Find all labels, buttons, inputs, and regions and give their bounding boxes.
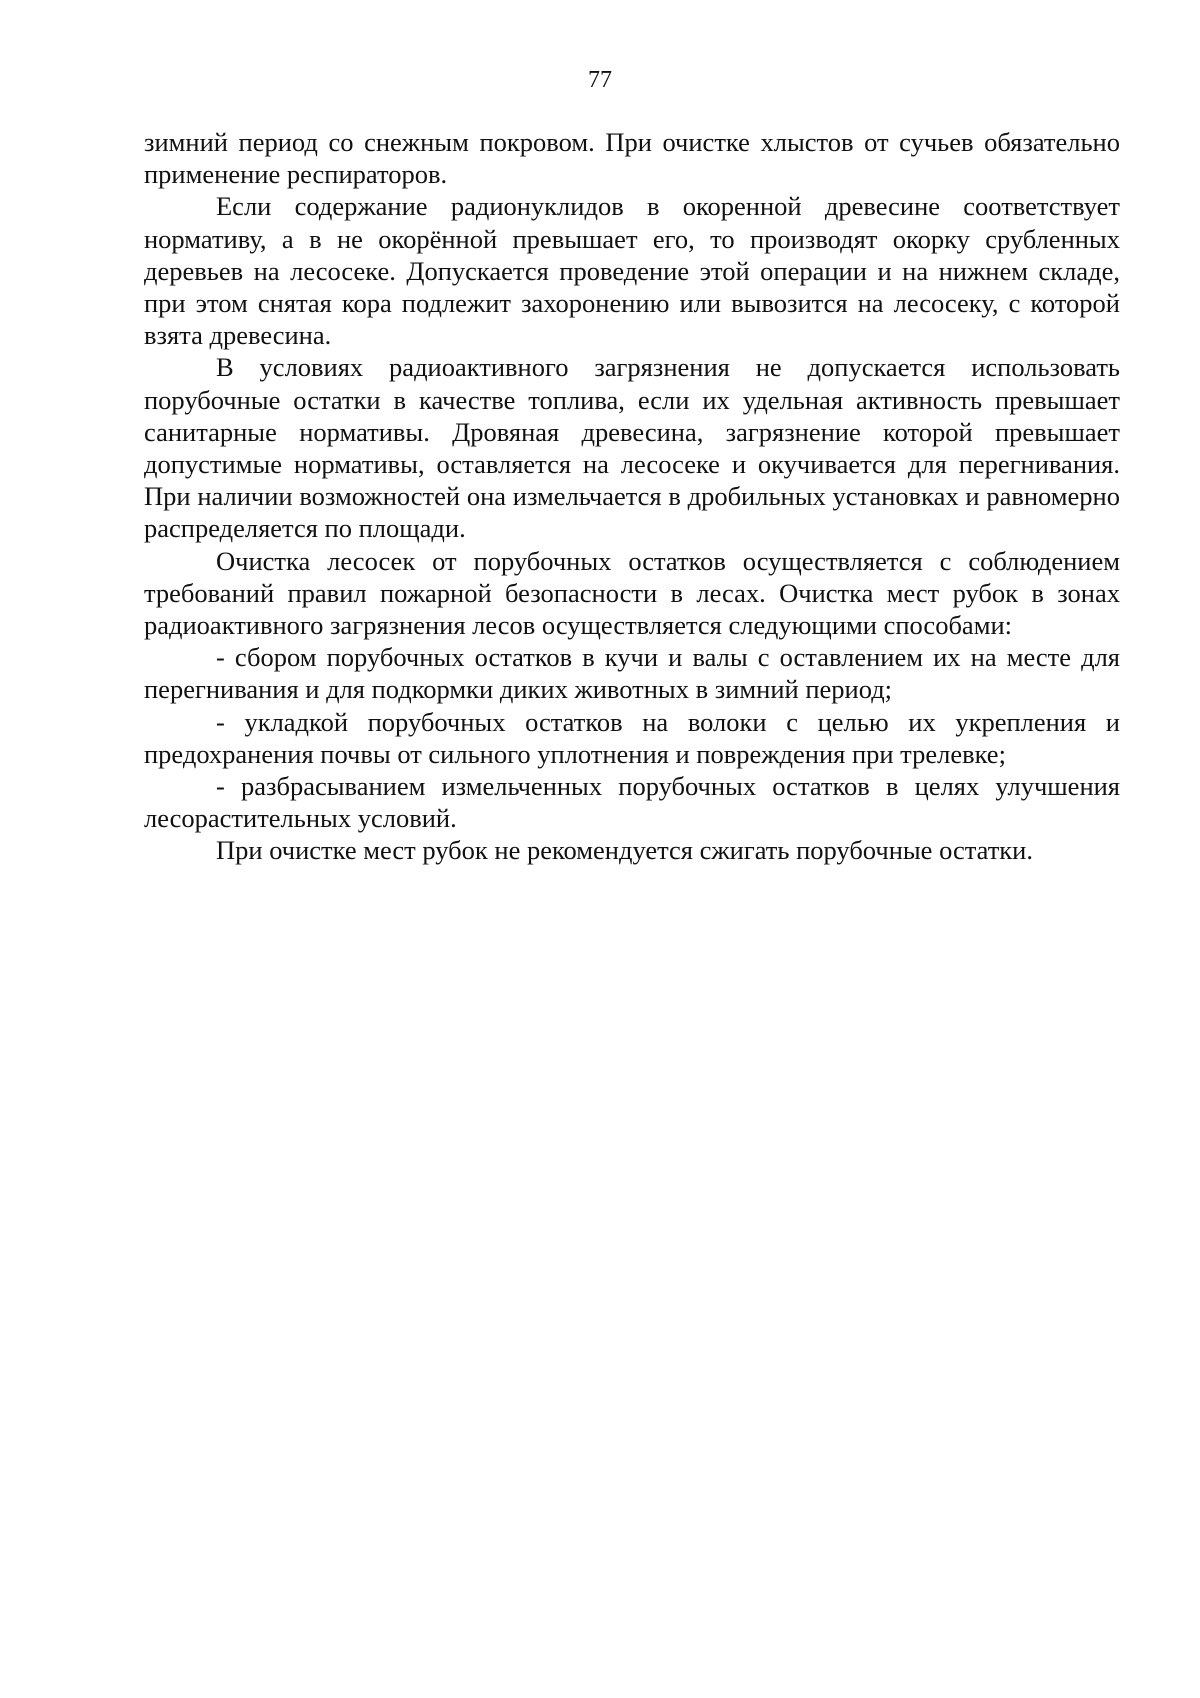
paragraph-cleanup-methods: Очистка лесосек от порубочных остатков осуществляется с соблюдением требований правил пожарной безопасности в лесах. Очистка мест рубок в зонах радиоактивного загрязнения лесов осуществляется следующими способами: [144,545,1120,641]
list-item-skid-trails: - укладкой порубочных остатков на волоки с целью их укрепления и предохранения почвы от сильного уплотнения и повреждения при трелевке; [144,706,1120,769]
paragraph-no-burning: При очистке мест рубок не рекомендуется сжигать порубочные остатки. [216,835,1033,866]
page-number: 77 [588,67,612,93]
body-text [144,126,1120,867]
list-item-scattering: - разбрасыванием измельченных порубочных остатков в целях улучшения лесорастительных условий. [144,771,1120,834]
paragraph-fuel-restriction: В условиях радиоактивного загрязнения не допускается использовать порубочные остатки в качестве топлива, если их удельная активность превышает санитарные нормативы. Дровяная древесина, загрязнение которой превышает допустимые нормативы, оставляется на лесосеке и окучивается для перегнивания. При наличии возможностей она измельчается в дробильных установках и равномерно распределяется по площади. [144,352,1120,544]
paragraph-debarking: Если содержание радионуклидов в окоренной древесине соответствует нормативу, а в не окорённой превышает его, то производят окорку срубленных деревьев на лесосеке. Допускается проведение этой операции и на нижнем складе, при этом снятая кора подлежит захоронению или вывозится на лесосеку, с которой взята древесина. [144,191,1120,351]
paragraph-continuation: зимний период со снежным покровом. При очистке хлыстов от сучьев обязательно применение респираторов. [144,127,1120,190]
list-item-piles: - сбором порубочных остатков в кучи и валы с оставлением их на месте для перегнивания и для подкормки диких животных в зимний период; [144,642,1120,705]
